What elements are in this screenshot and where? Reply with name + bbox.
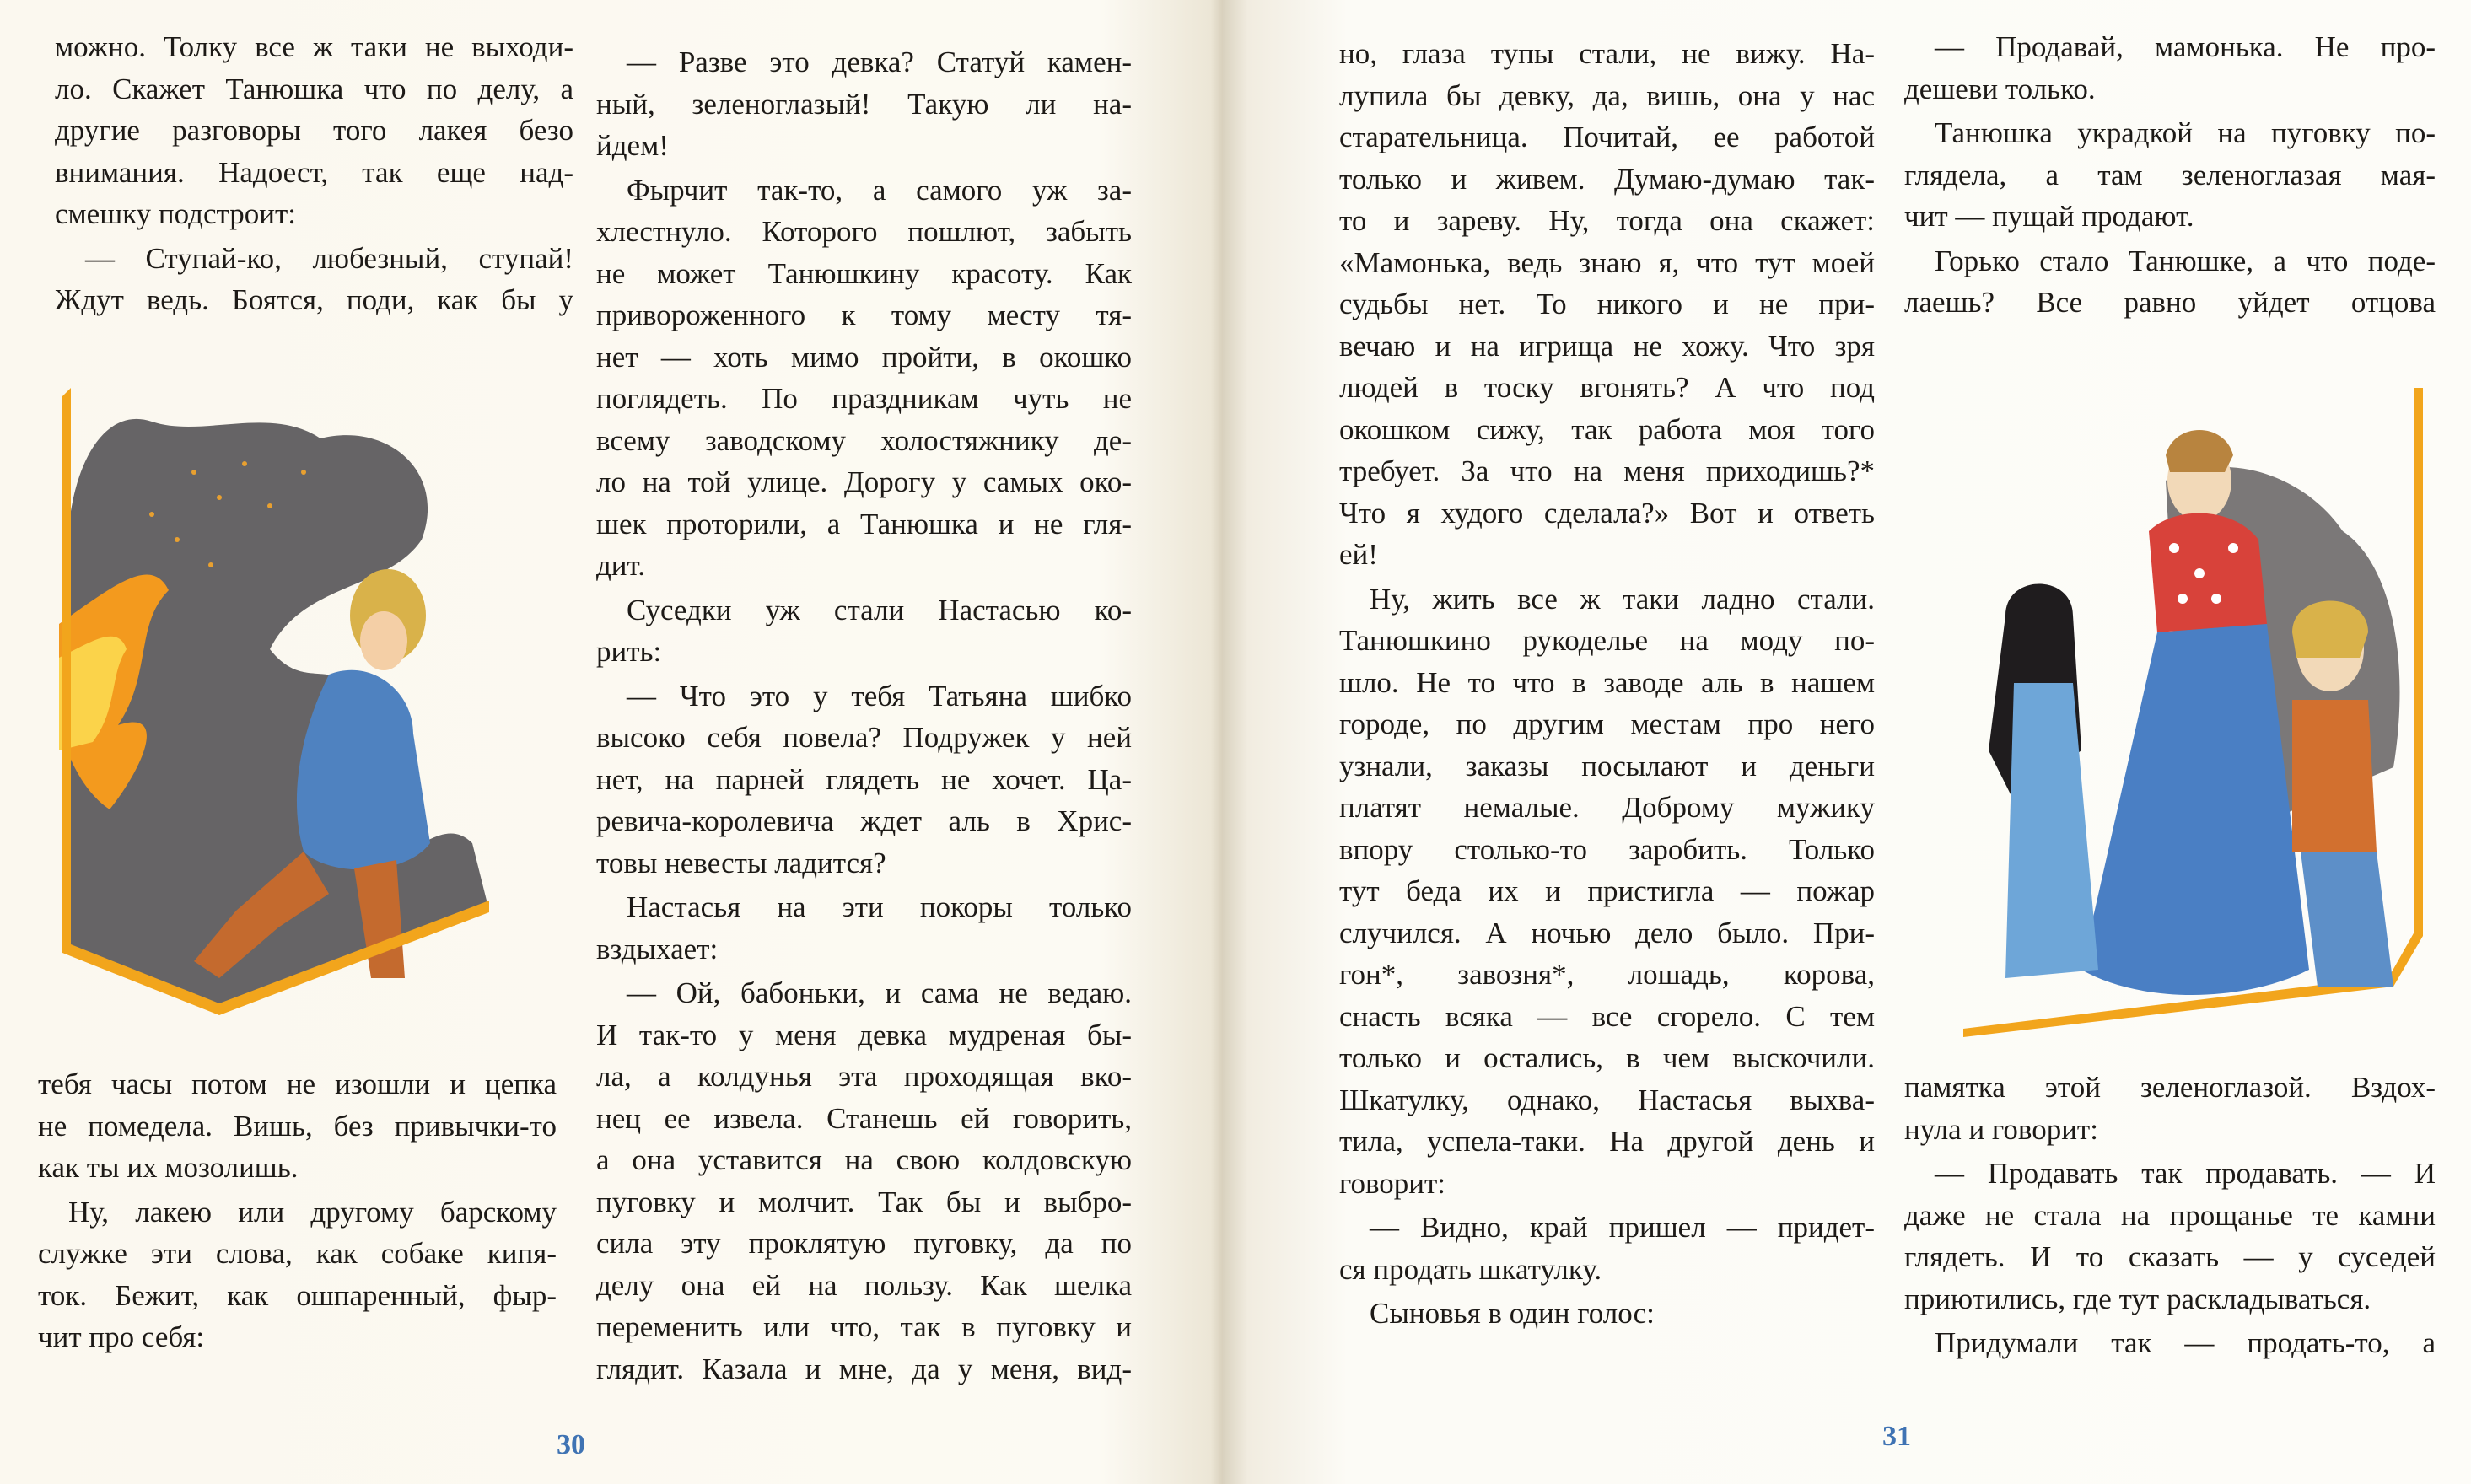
text-line: другие разговоры того лакея безо (55, 114, 573, 147)
text-line: внимания. Надоест, так еще над- (55, 155, 573, 189)
text-line: случился. А ночью дело было. При- (1339, 916, 1875, 949)
paragraph (1904, 112, 2436, 238)
text-line: ей! (1339, 538, 1378, 571)
text-line: Шкатулку, однако, Настасья выхва- (1339, 1083, 1875, 1116)
text-line: но, глаза тупы стали, не вижу. На- (1339, 37, 1875, 70)
text-line: только и живем. Думаю-думаю так- (1339, 162, 1875, 196)
text-line: дит. (596, 549, 645, 582)
text-line: тила, успела-таки. На другой день и (1339, 1125, 1875, 1158)
text-line: глядела, а там зеленоглазая мая- (1904, 158, 2436, 191)
text-line: глядеть. И то сказать — у суседей (1904, 1240, 2436, 1273)
text-line: служке эти слова, как собаке кипя- (38, 1237, 557, 1270)
text-line: лаешь? Все равно уйдет отцова (1904, 286, 2436, 319)
paragraph (1339, 33, 1875, 576)
paragraph (1904, 240, 2436, 324)
paragraph (596, 589, 1132, 673)
column-4-bottom (1904, 1064, 2436, 1364)
paragraph (596, 886, 1132, 970)
paragraph (1339, 578, 1875, 1205)
paragraph (38, 1063, 557, 1189)
text-line: тут беда их и пристигла — пожар (1339, 874, 1875, 907)
paragraph (55, 238, 573, 321)
text-line: И так-то у меня девка мудреная бы- (596, 1018, 1132, 1051)
text-line: йдем! (596, 129, 669, 162)
text-line: только и остались, в чем выскочили. (1339, 1041, 1875, 1074)
text-line: ный, зеленоглазый! Такую ли на- (596, 87, 1132, 121)
text-line: хлестнуло. Которого пошлют, забыть (596, 215, 1132, 248)
column-1-bottom (38, 1061, 557, 1358)
text-line: всему заводскому холостяжнику де- (596, 423, 1132, 457)
text-line: ло на той улице. Дорогу у самых око- (596, 465, 1132, 498)
text-line: вечаю и на игрища не хожу. Что зря (1339, 329, 1875, 363)
paragraph (38, 1191, 557, 1358)
text-line: старательница. Почитай, ее работой (1339, 121, 1875, 153)
page-number-right: 31 (1882, 1421, 1911, 1452)
text-line: узнали, заказы посылают и деньги (1339, 749, 1875, 782)
text-line: приютились, где тут раскладываться. (1904, 1282, 2371, 1315)
column-2 (596, 39, 1132, 1390)
text-line: Придумали так — продать-то, а (1935, 1326, 2436, 1359)
text-line: Сыновья в один голос: (1370, 1297, 1655, 1330)
column-4-top (1904, 24, 2436, 324)
text-line: Что я худого сделала?» Вот и ответь (1339, 496, 1875, 530)
text-line: делу она ей на пользу. Как шелка (596, 1268, 1132, 1302)
text-line: ло. Скажет Танюшка что по делу, а (55, 72, 573, 105)
text-line: даже не стала на прощанье те камни (1904, 1198, 2436, 1232)
text-line: шло. Не то что в заводе аль в нашем (1339, 665, 1875, 699)
paragraph (1904, 1067, 2436, 1150)
text-line: лупила бы девку, да, вишь, она у нас (1339, 78, 1875, 112)
text-line: — Ступай-ко, любезный, ступай! (85, 241, 573, 275)
text-line: ревича-королевича ждет аль в Хрис- (596, 804, 1132, 837)
text-line: Фырчит так-то, а самого уж за- (627, 173, 1132, 207)
text-line: высоко себя повела? Подружек у ней (596, 721, 1132, 754)
text-line: рить: (596, 635, 662, 668)
illustration-boy-fire (51, 371, 523, 1046)
text-line: нет — хоть мимо пройти, в окошко (596, 340, 1132, 374)
text-line: не помедела. Вишь, без привычки-то (38, 1109, 557, 1143)
text-line: — Ой, бабоньки, и сама не ведаю. (627, 976, 1132, 1009)
illustration-three-figures (1955, 379, 2436, 1046)
text-line: чит — пущай продают. (1904, 200, 2194, 233)
text-line: глядит. Казала и мне, да у меня, вид- (596, 1352, 1132, 1385)
paragraph (596, 675, 1132, 884)
text-line: нет, на парней глядеть не хочет. Ца- (596, 762, 1132, 796)
text-line: судьбы нет. То никого и не при- (1339, 288, 1875, 320)
paragraph (1904, 1322, 2436, 1364)
paragraph (1904, 26, 2436, 110)
column-3 (1339, 30, 1875, 1335)
text-line: вздыхает: (596, 932, 719, 965)
text-line: снасть всяка — все сгорело. С тем (1339, 999, 1875, 1033)
text-line: — Видно, край пришел — придет- (1370, 1211, 1875, 1244)
paragraph (1339, 1293, 1875, 1335)
column-1-top (55, 24, 573, 321)
text-line: поглядеть. По праздникам чуть не (596, 382, 1132, 415)
text-line: гон*, завозня*, лошадь, корова, (1339, 958, 1875, 991)
text-line: как ты их мозолишь. (38, 1151, 299, 1184)
text-line: чит про себя: (38, 1320, 205, 1353)
text-line: Танюшкино рукоделье на моду по- (1339, 624, 1875, 657)
text-line: — Разве это девка? Статуй камен- (627, 46, 1132, 78)
text-line: Суседки уж стали Настасью ко- (627, 593, 1132, 626)
text-line: а она уставится на свою колдовскую (596, 1143, 1132, 1176)
text-line: — Продавай, мамонька. Не про- (1935, 30, 2436, 63)
paragraph (1339, 1207, 1875, 1290)
paragraph (596, 41, 1132, 167)
text-line: товы невесты ладится? (596, 846, 886, 879)
text-line: впору столько-то заробить. Только (1339, 832, 1875, 866)
paragraph (596, 169, 1132, 587)
text-line: смешку подстроит: (55, 197, 296, 230)
text-line: окошком сижу, так работа моя того (1339, 412, 1875, 446)
page-number-left: 30 (557, 1429, 585, 1460)
text-line: Горько стало Танюшке, а что поде- (1935, 244, 2436, 277)
text-line: ла, а колдунья эта проходящая вко- (596, 1060, 1132, 1093)
text-line: сила эту проклятую пуговку, да по (596, 1227, 1132, 1260)
text-line: Настасья на эти покоры только (627, 890, 1132, 923)
text-line: городе, по другим местам про него (1339, 707, 1875, 740)
text-line: людей в тоску вгонять? А что под (1339, 371, 1875, 404)
text-line: Ну, лакею или другому барскому (68, 1195, 557, 1229)
paragraph (55, 26, 573, 235)
text-line: памятка этой зеленоглазой. Вздох- (1904, 1071, 2436, 1104)
text-line: тебя часы потом не изошли и цепка (38, 1067, 557, 1100)
text-line: — Продавать так продавать. — И (1935, 1157, 2436, 1190)
text-line: можно. Толку все ж таки не выходи- (55, 30, 573, 63)
text-line: требует. За что на меня приходишь?* (1339, 454, 1875, 487)
text-line: дешеви только. (1904, 72, 2096, 105)
paragraph (1904, 1153, 2436, 1320)
paragraph (596, 972, 1132, 1390)
text-line: Танюшка украдкой на пуговку по- (1935, 116, 2436, 149)
text-line: платят немалые. Доброму мужику (1339, 791, 1875, 824)
text-line: пуговку и молчит. Так бы и выбро- (596, 1185, 1132, 1218)
text-line: Ну, жить все ж таки ладно стали. (1370, 582, 1875, 616)
text-line: то и зареву. Ну, тогда она скажет: (1339, 204, 1875, 237)
text-line: привороженного к тому месту тя- (596, 298, 1132, 331)
text-line: нула и говорит: (1904, 1112, 2098, 1146)
text-line: переменить или что, так в пуговку и (596, 1310, 1132, 1343)
text-line: нец ее извела. Станешь ей говорить, (596, 1101, 1132, 1135)
text-line: «Мамонька, ведь знаю я, что тут моей (1339, 245, 1875, 279)
text-line: Ждут ведь. Боятся, поди, как бы у (55, 283, 573, 316)
text-line: ток. Бежит, как ошпаренный, фыр- (38, 1278, 557, 1312)
text-line: ся продать шкатулку. (1339, 1252, 1602, 1286)
text-line: говорит: (1339, 1166, 1446, 1200)
text-line: — Что это у тебя Татьяна шибко (627, 679, 1132, 712)
text-line: шек проторили, а Танюшка и не гля- (596, 507, 1132, 540)
text-line: не может Танюшкину красоту. Как (596, 256, 1132, 290)
